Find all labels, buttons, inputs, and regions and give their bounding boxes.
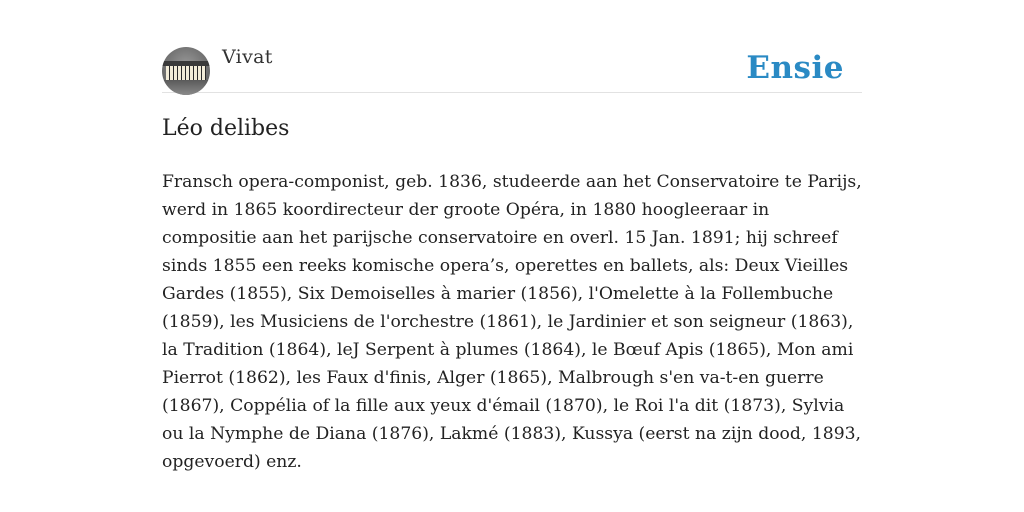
header	[162, 0, 862, 93]
avatar-base	[162, 80, 210, 95]
article-title: Léo delibes	[162, 116, 290, 141]
author-avatar[interactable]	[162, 47, 210, 95]
author-name[interactable]: Vivat	[222, 46, 273, 68]
site-logo[interactable]: Ensie	[746, 50, 844, 86]
page-container	[162, 0, 862, 472]
piano-keys-icon	[166, 66, 206, 80]
article-body: Fransch opera-componist, geb. 1836, studeerde aan het Conservatoire te Parijs, werd in 1865 koordirecteur der groote Opéra, in 1880 hoogleeraar in compositie aan het parijsche conservatoire en overl. 15 Jan. 1891; hij schreef sinds 1855 een reeks komische opera’s, operettes en ballets, als: Deux Vieilles Gardes (1855), Six Demoiselles à marier (1856), l'Omelette à la Follembuche (1859), les Musiciens de l'orchestre (1861), le Jardinier et son seigneur (1863), la Tradition (1864), leJ Serpent à plumes (1864), le Bœuf Apis (1865), Mon ami Pierrot (1862), les Faux d'finis, Alger (1865), Malbrough s'en va-t-en guerre (1867), Coppélia of la fille aux yeux d'émail (1870), le Roi l'a dit (1873), Sylvia ou la Nymphe de Diana (1876), Lakmé (1883), Kussya (eerst na zijn dood, 1893, opgevoerd) enz.	[162, 172, 862, 472]
